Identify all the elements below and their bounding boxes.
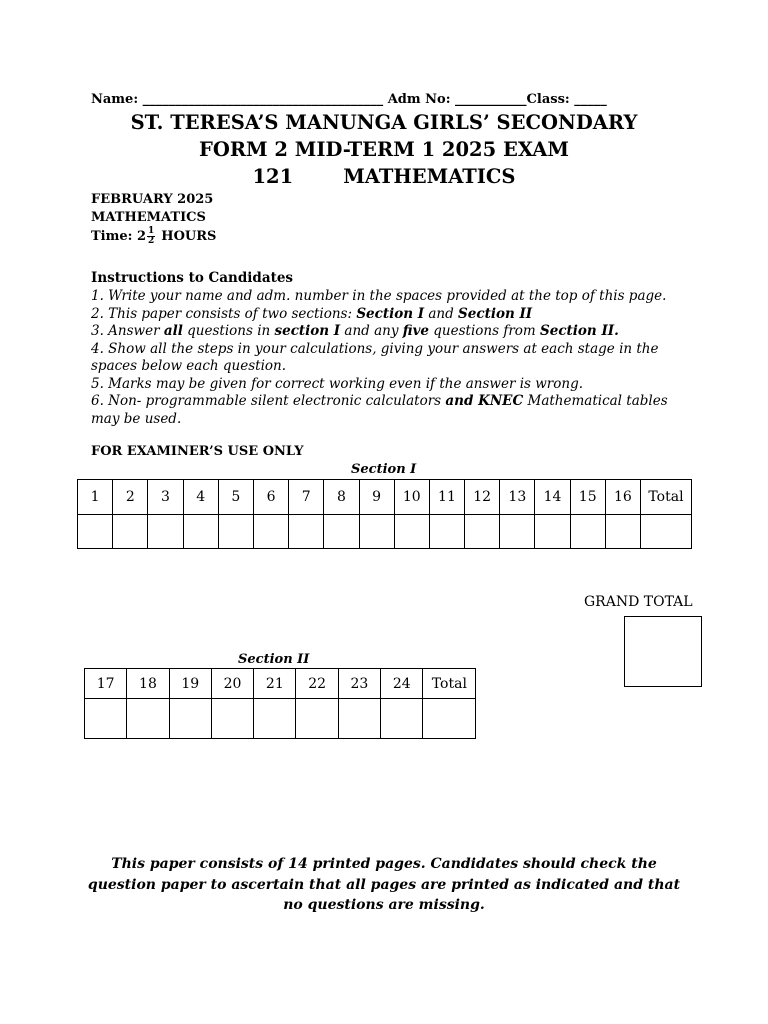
section2-col-23: 23	[338, 669, 380, 699]
section1-col-3: 3	[148, 480, 183, 515]
section-2-header-row	[85, 669, 476, 699]
instructions-heading: Instructions to Candidates	[91, 270, 294, 286]
section1-mark-cell-1[interactable]	[78, 515, 113, 549]
time-unit: HOURS	[161, 229, 217, 244]
instruction-6-text-2: Mathematical tables may be used.	[91, 393, 668, 427]
candidate-details-line	[91, 92, 607, 107]
time-numerator: 1	[148, 226, 155, 236]
section1-col-14: 14	[535, 480, 570, 515]
section1-mark-cell-14[interactable]	[535, 515, 570, 549]
class-label: Class:	[526, 92, 570, 107]
exam-date: FEBRUARY 2025	[91, 192, 214, 207]
instruction-3-text-2: questions in	[182, 323, 275, 339]
section1-mark-cell-13[interactable]	[500, 515, 535, 549]
section1-mark-cell-8[interactable]	[324, 515, 359, 549]
name-label: Name:	[91, 92, 139, 107]
section1-col-15: 15	[570, 480, 605, 515]
instruction-1: 1. Write your name and adm. number in the spaces provided at the top of this page.	[91, 288, 667, 304]
section1-mark-cell-4[interactable]	[183, 515, 218, 549]
section2-col-22: 22	[296, 669, 338, 699]
section1-col-10: 10	[394, 480, 429, 515]
footer-line-2: question paper to ascertain that all pages are printed as indicated and that	[87, 876, 681, 893]
section1-col-7: 7	[289, 480, 324, 515]
section2-mark-cell-20[interactable]	[211, 699, 253, 739]
section1-col-9: 9	[359, 480, 394, 515]
instruction-3-text: 3. Answer	[91, 323, 164, 339]
section1-mark-cell-6[interactable]	[253, 515, 288, 549]
time-denominator: 2	[148, 236, 155, 246]
exam-subject: MATHEMATICS	[91, 210, 206, 225]
instruction-3-text-3: and any	[340, 323, 403, 339]
section1-mark-cell-15[interactable]	[570, 515, 605, 549]
section-1-label: Section I	[351, 462, 417, 477]
paper-code-line	[0, 165, 768, 188]
class-field[interactable]: _____	[574, 92, 607, 107]
section-2-marks-table	[84, 668, 476, 739]
instruction-2-section-2: Section II	[458, 305, 533, 322]
instruction-6	[91, 393, 691, 428]
section1-col-2: 2	[113, 480, 148, 515]
section1-col-4: 4	[183, 480, 218, 515]
footer-note	[0, 854, 768, 916]
section2-col-20: 20	[211, 669, 253, 699]
section1-mark-cell-11[interactable]	[429, 515, 464, 549]
time-fraction	[147, 227, 155, 246]
instruction-6-text: 6. Non- programmable silent electronic calculators	[91, 393, 446, 409]
section1-col-8: 8	[324, 480, 359, 515]
instruction-2-text: 2. This paper consists of two sections:	[91, 305, 357, 322]
section1-mark-cell-3[interactable]	[148, 515, 183, 549]
section2-col-total: Total	[423, 669, 476, 699]
section-1-marks-table	[77, 479, 692, 549]
instruction-3-all: all	[163, 323, 183, 339]
school-name: ST. TERESA’S MANUNGA GIRLS’ SECONDARY	[130, 111, 638, 134]
section-1-marks-row	[78, 515, 692, 549]
section1-col-13: 13	[500, 480, 535, 515]
paper-subject: MATHEMATICS	[343, 165, 516, 188]
section2-col-18: 18	[127, 669, 169, 699]
instruction-3-section-2: Section II.	[540, 323, 619, 339]
instruction-4: 4. Show all the steps in your calculations, giving your answers at each stage in the spaces below each question.	[91, 340, 659, 374]
section1-col-11: 11	[429, 480, 464, 515]
footer-line-3: no questions are missing.	[283, 897, 485, 913]
instruction-3-five: five	[402, 323, 429, 339]
section1-mark-cell-16[interactable]	[605, 515, 640, 549]
section1-mark-cell-5[interactable]	[218, 515, 253, 549]
instruction-3-section-1: section I	[274, 323, 341, 339]
section1-mark-cell-12[interactable]	[465, 515, 500, 549]
instruction-2-and: and	[424, 305, 459, 322]
section2-mark-cell-24[interactable]	[381, 699, 423, 739]
instruction-3-text-4: questions from	[429, 323, 540, 339]
section2-mark-cell-21[interactable]	[254, 699, 296, 739]
exam-title: FORM 2 MID-TERM 1 2025 EXAM	[199, 138, 569, 161]
section-2-marks-row	[85, 699, 476, 739]
instruction-2-section-1: Section I	[356, 305, 425, 322]
section2-col-17: 17	[85, 669, 127, 699]
adm-no-label: Adm No:	[387, 92, 451, 107]
section2-mark-cell-18[interactable]	[127, 699, 169, 739]
instruction-5: 5. Marks may be given for correct working even if the answer is wrong.	[91, 375, 583, 392]
examiner-heading: FOR EXAMINER’S USE ONLY	[91, 444, 304, 459]
section1-mark-cell-2[interactable]	[113, 515, 148, 549]
section1-col-16: 16	[605, 480, 640, 515]
section1-col-1: 1	[78, 480, 113, 515]
instructions-list	[91, 288, 691, 428]
exam-time	[91, 227, 216, 246]
time-label: Time:	[91, 229, 133, 244]
footer-line-1: This paper consists of 14 printed pages. Candidates should check the	[111, 856, 657, 872]
grand-total-box[interactable]	[624, 616, 702, 687]
section1-mark-cell-total[interactable]	[641, 515, 692, 549]
section2-col-19: 19	[169, 669, 211, 699]
instruction-3	[91, 323, 691, 341]
instruction-6-knec: and KNEC	[445, 393, 524, 409]
paper-code: 121	[252, 165, 294, 188]
section1-mark-cell-7[interactable]	[289, 515, 324, 549]
section2-mark-cell-total[interactable]	[423, 699, 476, 739]
section2-col-24: 24	[381, 669, 423, 699]
section2-mark-cell-23[interactable]	[338, 699, 380, 739]
section1-mark-cell-10[interactable]	[394, 515, 429, 549]
time-whole: 2	[136, 229, 147, 244]
section1-col-12: 12	[465, 480, 500, 515]
section2-mark-cell-19[interactable]	[169, 699, 211, 739]
section1-mark-cell-9[interactable]	[359, 515, 394, 549]
section-1-header-row	[78, 480, 692, 515]
section2-col-21: 21	[254, 669, 296, 699]
section2-mark-cell-17[interactable]	[85, 699, 127, 739]
section1-col-5: 5	[218, 480, 253, 515]
instruction-2	[91, 306, 691, 324]
grand-total-label: GRAND TOTAL	[584, 594, 693, 610]
section1-col-total: Total	[641, 480, 692, 515]
name-field[interactable]: _____________________________________	[142, 92, 384, 107]
section-2-label: Section II	[238, 652, 310, 667]
section1-col-6: 6	[253, 480, 288, 515]
section2-mark-cell-22[interactable]	[296, 699, 338, 739]
adm-no-field[interactable]: ___________	[455, 92, 527, 107]
